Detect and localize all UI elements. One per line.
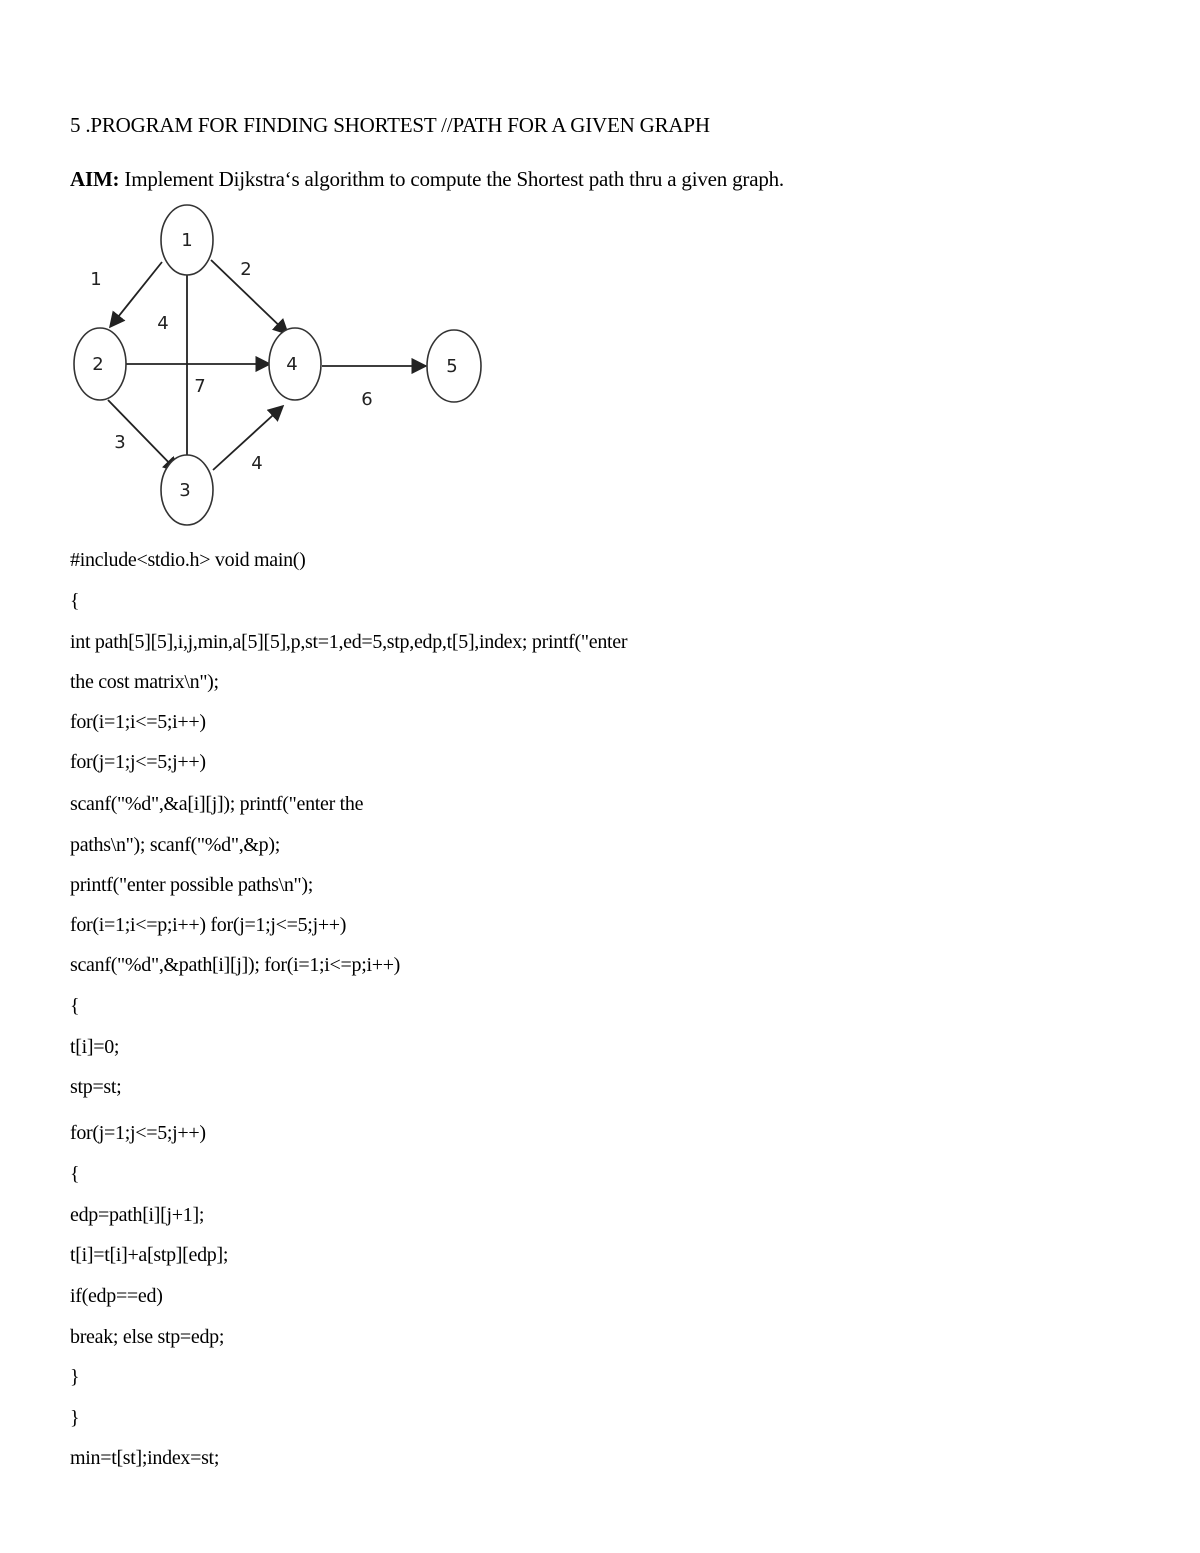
edge-1-2 <box>110 262 162 327</box>
code-line: #include<stdio.h> void main() <box>70 549 306 571</box>
code-line: if(edp==ed) <box>70 1285 163 1307</box>
code-line: int path[5][5],i,j,min,a[5][5],p,st=1,ed=5,stp,edp,t[5],index; printf("enter <box>70 631 628 653</box>
edge-weight-label: 7 <box>194 376 206 397</box>
code-line: the cost matrix\n"); <box>70 671 219 693</box>
code-line: } <box>70 1366 80 1388</box>
code-line: for(j=1;j<=5;j++) <box>70 1122 206 1144</box>
svg-text:1: 1 <box>181 230 193 251</box>
svg-text:2: 2 <box>92 354 104 375</box>
code-line: scanf("%d",&path[i][j]); for(i=1;i<=p;i++) <box>70 954 401 976</box>
graph-diagram <box>60 200 500 535</box>
svg-text:4: 4 <box>286 354 298 375</box>
code-line: scanf("%d",&a[i][j]); printf("enter the <box>70 793 364 815</box>
code-line: { <box>70 995 80 1017</box>
code-line: { <box>70 1163 80 1185</box>
code-line: for(j=1;j<=5;j++) <box>70 751 206 773</box>
edge-weight-label: 3 <box>114 432 126 453</box>
graph-node <box>269 328 321 400</box>
code-line: printf("enter possible paths\n"); <box>70 874 314 896</box>
edge-weight-label: 1 <box>90 269 102 290</box>
graph-node <box>74 328 126 400</box>
svg-text:3: 3 <box>179 480 191 501</box>
edge-weight-label: 6 <box>361 389 373 410</box>
edge-weight-label: 2 <box>240 259 252 280</box>
code-line: for(i=1;i<=5;i++) <box>70 711 206 733</box>
edge-weight-label: 4 <box>251 453 263 474</box>
graph-node <box>161 205 213 275</box>
svg-text:5: 5 <box>446 356 458 377</box>
graph-node <box>161 455 213 525</box>
code-line: stp=st; <box>70 1076 122 1098</box>
code-line: { <box>70 590 80 612</box>
code-line: } <box>70 1407 80 1429</box>
code-line: paths\n"); scanf("%d",&p); <box>70 834 280 856</box>
aim-label: AIM: <box>70 167 120 191</box>
code-line: break; else stp=edp; <box>70 1326 225 1348</box>
code-line: t[i]=0; <box>70 1036 120 1058</box>
code-line: for(i=1;i<=p;i++) for(j=1;j<=5;j++) <box>70 914 347 936</box>
program-title: 5 .PROGRAM FOR FINDING SHORTEST //PATH FOR A GIVEN GRAPH <box>70 113 710 137</box>
aim-statement <box>70 167 784 192</box>
edge-3-4 <box>213 406 283 470</box>
graph-node <box>427 330 481 402</box>
code-line: min=t[st];index=st; <box>70 1447 220 1469</box>
code-line: t[i]=t[i]+a[stp][edp]; <box>70 1244 229 1266</box>
code-line: edp=path[i][j+1]; <box>70 1204 205 1226</box>
aim-text: Implement Dijkstra‘s algorithm to compute the Shortest path thru a given graph. <box>119 167 784 191</box>
edge-weight-label: 4 <box>157 313 169 334</box>
